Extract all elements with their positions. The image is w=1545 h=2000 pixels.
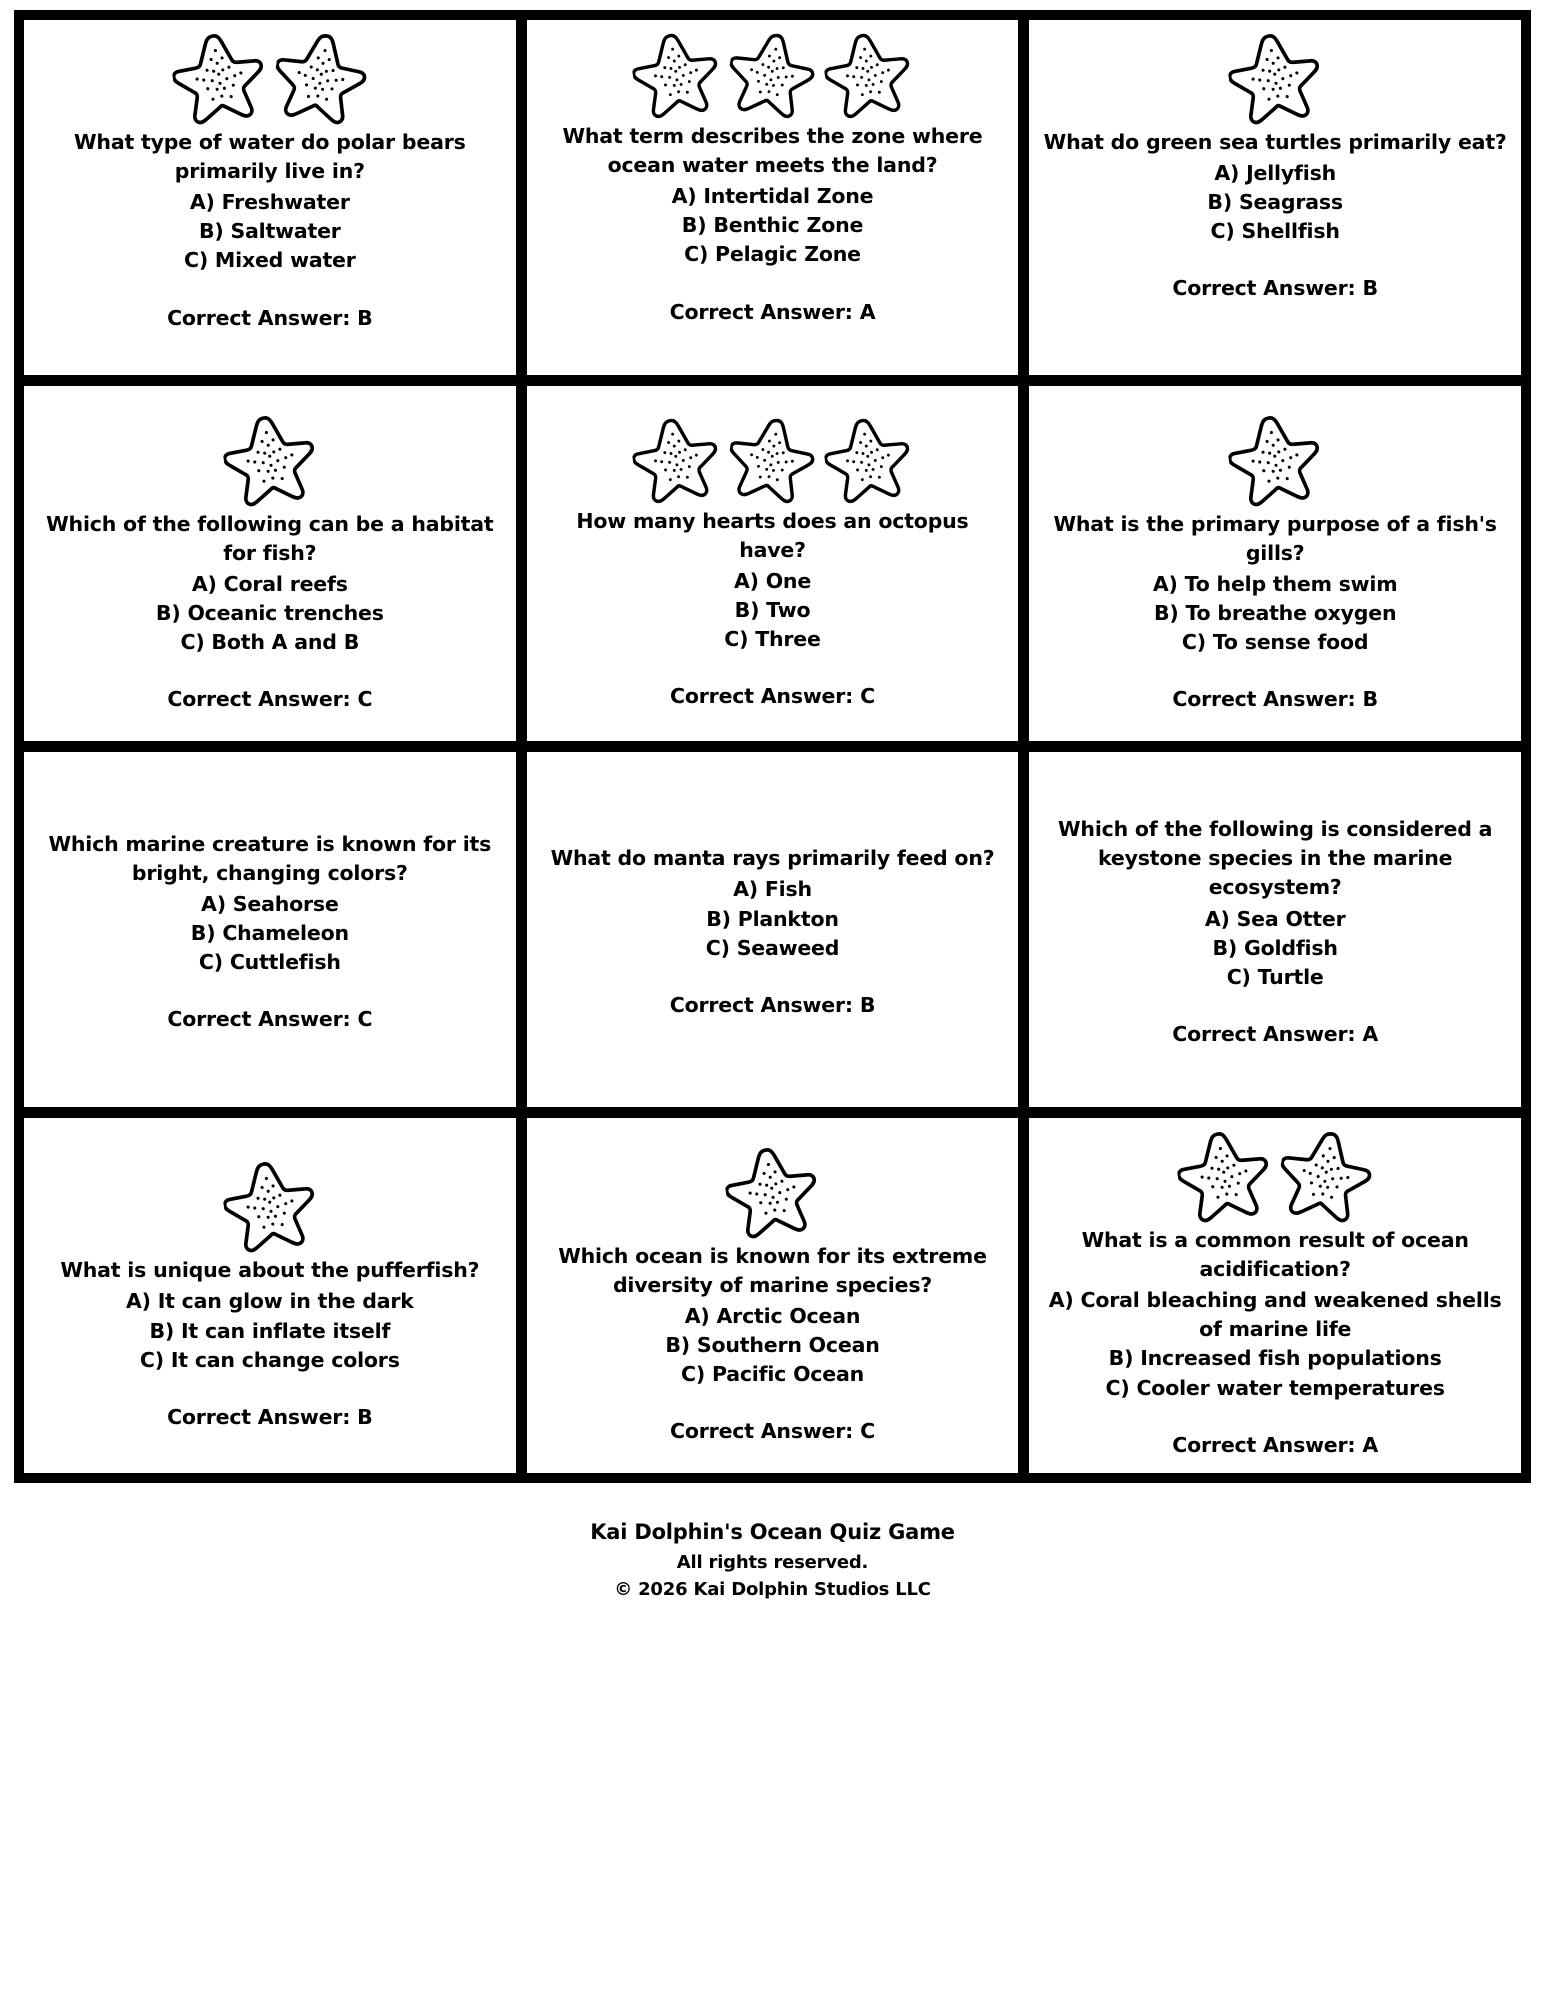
quiz-card	[527, 386, 1019, 741]
answer-options	[672, 182, 874, 269]
answer-options	[184, 188, 356, 275]
quiz-card-content	[541, 30, 1005, 324]
starfish-icon-wrap	[723, 409, 821, 507]
quiz-card-content	[541, 415, 1005, 709]
correct-answer-text: Correct Answer: C	[670, 684, 875, 709]
correct-answer-text: Correct Answer: A	[1172, 1432, 1379, 1457]
quiz-card-content	[38, 412, 502, 712]
answer-option[interactable]: C) Pacific Ocean	[681, 1362, 864, 1387]
quiz-card	[24, 752, 516, 1107]
quiz-card-content	[1043, 809, 1507, 1046]
quiz-card-content	[1043, 412, 1507, 712]
starfish-decoration	[1229, 30, 1321, 122]
answer-option[interactable]: A) Seahorse	[201, 891, 339, 916]
answer-option[interactable]: C) Pelagic Zone	[684, 242, 861, 267]
answer-option[interactable]: A) Coral bleaching and weakened shells of marine life	[1048, 1288, 1502, 1342]
answer-option[interactable]: B) Chameleon	[190, 921, 349, 946]
answer-options	[706, 875, 839, 962]
starfish-icon-wrap	[218, 1152, 322, 1256]
answer-option[interactable]: B) Seagrass	[1207, 190, 1343, 215]
answer-option[interactable]: A) Fish	[733, 877, 812, 902]
starfish-icon-wrap	[1172, 1122, 1276, 1226]
correct-answer-text: Correct Answer: B	[669, 992, 876, 1017]
starfish-icon	[628, 409, 725, 506]
answer-option[interactable]: B) To breathe oxygen	[1153, 601, 1397, 626]
answer-options	[724, 567, 820, 654]
correct-answer-text: Correct Answer: C	[670, 1419, 875, 1444]
answer-option[interactable]: C) Three	[724, 627, 821, 652]
quiz-card	[1029, 20, 1521, 375]
question-text: What is a common result of ocean acidification?	[1081, 1228, 1469, 1282]
answer-option[interactable]: C) Mixed water	[183, 248, 356, 273]
starfish-icon-wrap	[1274, 1121, 1379, 1226]
starfish-icon-wrap	[1223, 24, 1327, 128]
footer-title: Kai Dolphin's Ocean Quiz Game	[590, 1520, 955, 1544]
quiz-card-grid	[24, 20, 1521, 1473]
correct-answer-text: Correct Answer: A	[1172, 1021, 1379, 1046]
answer-options	[156, 570, 384, 657]
answer-option[interactable]: A) One	[733, 568, 812, 593]
quiz-card-grid-frame	[14, 10, 1531, 1483]
answer-option[interactable]: B) Goldfish	[1212, 935, 1338, 960]
answer-options	[126, 1287, 414, 1374]
answer-option[interactable]: C) Cooler water temperatures	[1105, 1375, 1445, 1400]
correct-answer-text: Correct Answer: B	[167, 1404, 373, 1429]
answer-options	[191, 890, 349, 977]
question-text: Which marine creature is known for its bright, changing colors?	[48, 831, 492, 885]
answer-options	[1207, 159, 1342, 246]
correct-answer-text: Correct Answer: B	[1172, 687, 1378, 712]
starfish-icon-wrap	[628, 409, 725, 506]
starfish-icon	[820, 24, 917, 121]
starfish-icon	[218, 1152, 322, 1256]
starfish-icon	[723, 409, 821, 507]
answer-option[interactable]: B) Two	[734, 598, 811, 623]
answer-option[interactable]: A) It can glow in the dark	[125, 1289, 414, 1314]
starfish-icon	[218, 406, 322, 510]
quiz-card	[1029, 386, 1521, 741]
answer-option[interactable]: B) Southern Ocean	[665, 1333, 880, 1358]
question-text: What term describes the zone where ocean water meets the land?	[562, 124, 983, 178]
correct-answer-text: Correct Answer: B	[1172, 276, 1378, 301]
starfish-decoration	[1229, 412, 1321, 504]
quiz-card	[24, 1118, 516, 1473]
answer-option[interactable]: A) Jellyfish	[1214, 161, 1336, 186]
answer-option[interactable]: A) Intertidal Zone	[671, 184, 874, 209]
question-text: Which of the following is considered a keystone species in the marine ecosystem?	[1058, 817, 1493, 900]
question-text: What do green sea turtles primarily eat?	[1043, 130, 1507, 154]
correct-answer-text: Correct Answer: C	[167, 687, 373, 712]
quiz-card	[527, 1118, 1019, 1473]
footer-copyright: © 2026 Kai Dolphin Studios LLC	[614, 1578, 931, 1600]
question-text: Which of the following can be a habitat for fish?	[46, 511, 494, 565]
answer-option[interactable]: A) Freshwater	[189, 190, 350, 215]
quiz-card	[527, 752, 1019, 1107]
starfish-icon	[1223, 406, 1327, 510]
answer-options	[1205, 905, 1346, 992]
correct-answer-text: Correct Answer: A	[669, 299, 876, 324]
answer-option[interactable]: C) Cuttlefish	[198, 950, 341, 975]
answer-option[interactable]: C) It can change colors	[139, 1347, 400, 1372]
question-text: Which ocean is known for its extreme diversity of marine species?	[558, 1243, 987, 1297]
starfish-decoration	[633, 415, 911, 501]
starfish-icon-wrap	[167, 24, 271, 128]
starfish-icon-wrap	[721, 1138, 825, 1242]
answer-option[interactable]: A) Arctic Ocean	[684, 1303, 861, 1328]
answer-option[interactable]: C) Shellfish	[1210, 219, 1340, 244]
starfish-icon-wrap	[820, 24, 917, 121]
starfish-icon-wrap	[1223, 406, 1327, 510]
answer-option[interactable]: B) It can inflate itself	[149, 1318, 391, 1343]
quiz-card	[24, 20, 516, 375]
quiz-card	[1029, 752, 1521, 1107]
starfish-icon-wrap	[628, 24, 725, 121]
starfish-icon-wrap	[820, 409, 917, 506]
answer-options	[1153, 570, 1398, 657]
answer-options	[1043, 1286, 1507, 1402]
answer-option[interactable]: B) Plankton	[706, 906, 839, 931]
starfish-icon	[1223, 24, 1327, 128]
starfish-decoration	[224, 412, 316, 504]
quiz-card-content	[1043, 30, 1507, 300]
answer-option[interactable]: B) Oceanic trenches	[155, 601, 384, 626]
quiz-card-content	[38, 30, 502, 330]
starfish-icon	[628, 24, 725, 121]
starfish-icon	[1172, 1122, 1276, 1226]
correct-answer-text: Correct Answer: B	[167, 305, 373, 330]
starfish-decoration	[633, 30, 911, 116]
question-text: What is the primary purpose of a fish's gills?	[1053, 511, 1497, 565]
starfish-icon	[167, 24, 271, 128]
answer-option[interactable]: B) Benthic Zone	[681, 213, 864, 238]
answer-options	[665, 1302, 879, 1389]
quiz-card	[527, 20, 1019, 375]
starfish-icon-wrap	[218, 406, 322, 510]
starfish-icon	[1274, 1121, 1379, 1226]
question-text: What do manta rays primarily feed on?	[550, 846, 995, 871]
quiz-card-content	[1043, 1128, 1507, 1457]
starfish-decoration	[726, 1144, 818, 1236]
quiz-card-content	[38, 824, 502, 1032]
answer-option[interactable]: A) Coral reefs	[191, 571, 348, 596]
answer-option[interactable]: A) Sea Otter	[1204, 906, 1346, 931]
question-text: What is unique about the pufferfish?	[60, 1258, 480, 1283]
answer-option[interactable]: A) To help them swim	[1152, 571, 1398, 596]
starfish-decoration	[224, 1158, 316, 1250]
quiz-card-content	[541, 1144, 1005, 1444]
starfish-icon-wrap	[723, 24, 821, 122]
page-footer	[14, 1517, 1531, 1603]
question-text: How many hearts does an octopus have?	[576, 508, 969, 562]
starfish-icon	[820, 409, 917, 506]
starfish-icon	[723, 24, 821, 122]
quiz-card	[24, 386, 516, 741]
starfish-icon-wrap	[268, 23, 373, 128]
question-text: What type of water do polar bears primarily live in?	[74, 130, 466, 184]
quiz-card	[1029, 1118, 1521, 1473]
quiz-card-content	[541, 838, 1005, 1016]
correct-answer-text: Correct Answer: C	[167, 1007, 373, 1032]
answer-option[interactable]: C) Seaweed	[705, 935, 840, 960]
quiz-card-content	[38, 1158, 502, 1428]
footer-rights: All rights reserved.	[676, 1551, 869, 1573]
starfish-decoration	[173, 30, 367, 122]
starfish-icon	[268, 23, 373, 128]
answer-option[interactable]: C) To sense food	[1181, 630, 1369, 655]
answer-option[interactable]: B) Increased fish populations	[1108, 1346, 1442, 1371]
starfish-decoration	[1178, 1128, 1372, 1220]
answer-option[interactable]: B) Saltwater	[198, 219, 341, 244]
answer-option[interactable]: C) Turtle	[1226, 964, 1324, 989]
starfish-icon	[721, 1138, 825, 1242]
answer-option[interactable]: C) Both A and B	[180, 630, 360, 655]
